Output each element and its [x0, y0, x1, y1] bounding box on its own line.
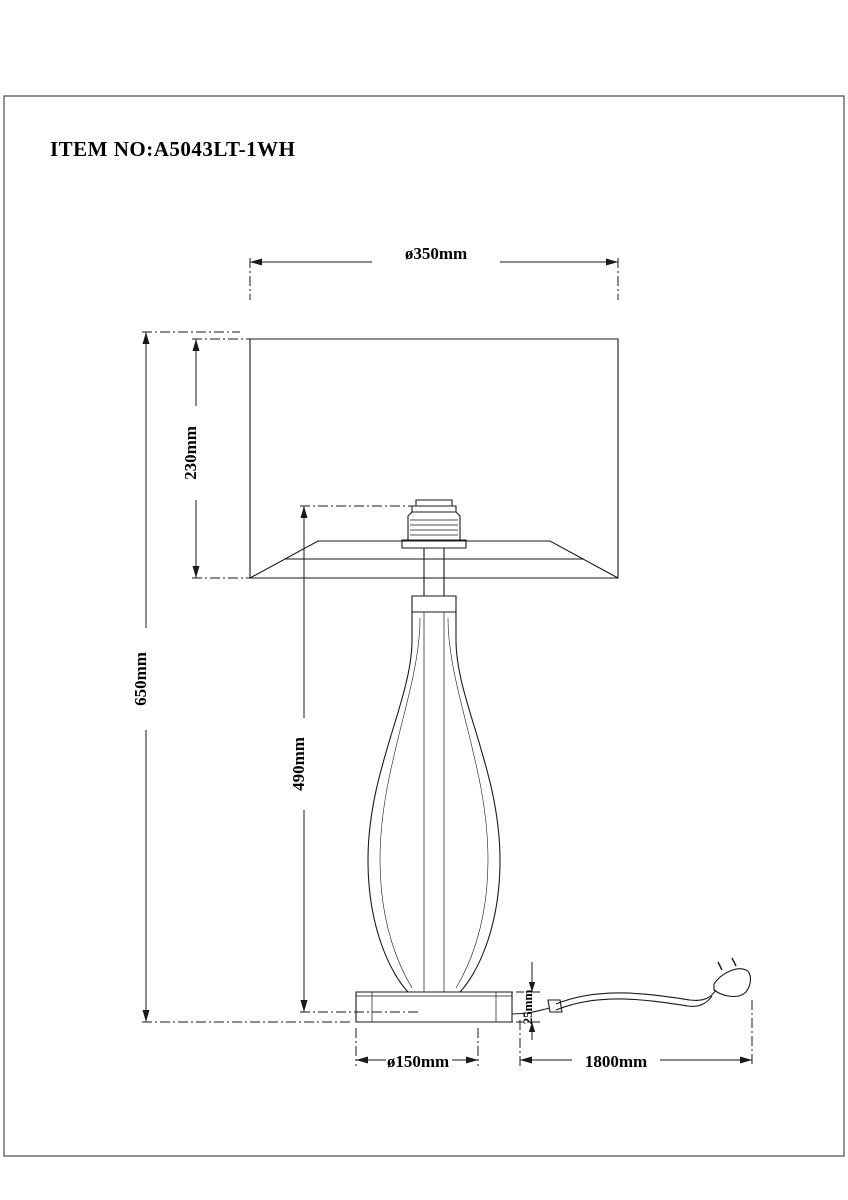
lamp-shade: [250, 339, 618, 578]
lamp-drawing-group: [250, 339, 751, 1022]
arrow-body-bottom: [301, 1000, 308, 1012]
arrow-total-top: [143, 332, 150, 344]
dim-shade-height: 230mm: [181, 426, 200, 480]
lamp-base-edges: [372, 992, 496, 1022]
lamp-socket: [408, 512, 460, 540]
dim-shade-diameter: ø350mm: [404, 244, 468, 263]
lamp-neck: [424, 548, 444, 596]
power-cord: [556, 990, 716, 1004]
dim-cord-length: 1800mm: [584, 1052, 648, 1071]
arrow-shade-h-top: [193, 339, 200, 351]
lamp-body-highlight-right: [448, 618, 488, 988]
lamp-neck-collar: [412, 596, 456, 612]
dim-base-thickness: 25mm: [520, 989, 535, 1025]
arrow-base-dia-right: [466, 1057, 478, 1064]
arrow-shade-dia-left: [250, 259, 262, 266]
arrow-cord-right: [740, 1057, 752, 1064]
arrow-shade-h-bottom: [193, 566, 200, 578]
arrow-total-bottom: [143, 1010, 150, 1022]
lamp-body-highlight-left: [380, 618, 420, 988]
dimension-lines-group: [142, 258, 752, 1066]
arrow-shade-dia-right: [606, 259, 618, 266]
item-number-label: ITEM NO:A5043LT-1WH: [50, 137, 296, 161]
arrow-body-top: [301, 506, 308, 518]
arrow-cord-left: [520, 1057, 532, 1064]
lamp-socket-threads: [410, 520, 458, 535]
power-plug-pins: [718, 958, 736, 970]
lamp-body-right: [456, 612, 500, 992]
dim-body-height: 490mm: [289, 737, 308, 791]
dim-base-diameter: ø150mm: [386, 1052, 450, 1071]
power-plug: [714, 969, 751, 997]
cord-connector: [548, 1000, 562, 1012]
dim-total-height: 650mm: [131, 652, 150, 706]
lamp-base: [356, 992, 512, 1022]
lamp-body-left: [368, 612, 412, 992]
power-cord-2: [556, 996, 712, 1010]
dimension-arrowheads: [143, 259, 753, 1064]
arrow-base-dia-left: [356, 1057, 368, 1064]
lamp-socket-cap: [412, 506, 456, 512]
lamp-socket-top: [416, 500, 452, 506]
